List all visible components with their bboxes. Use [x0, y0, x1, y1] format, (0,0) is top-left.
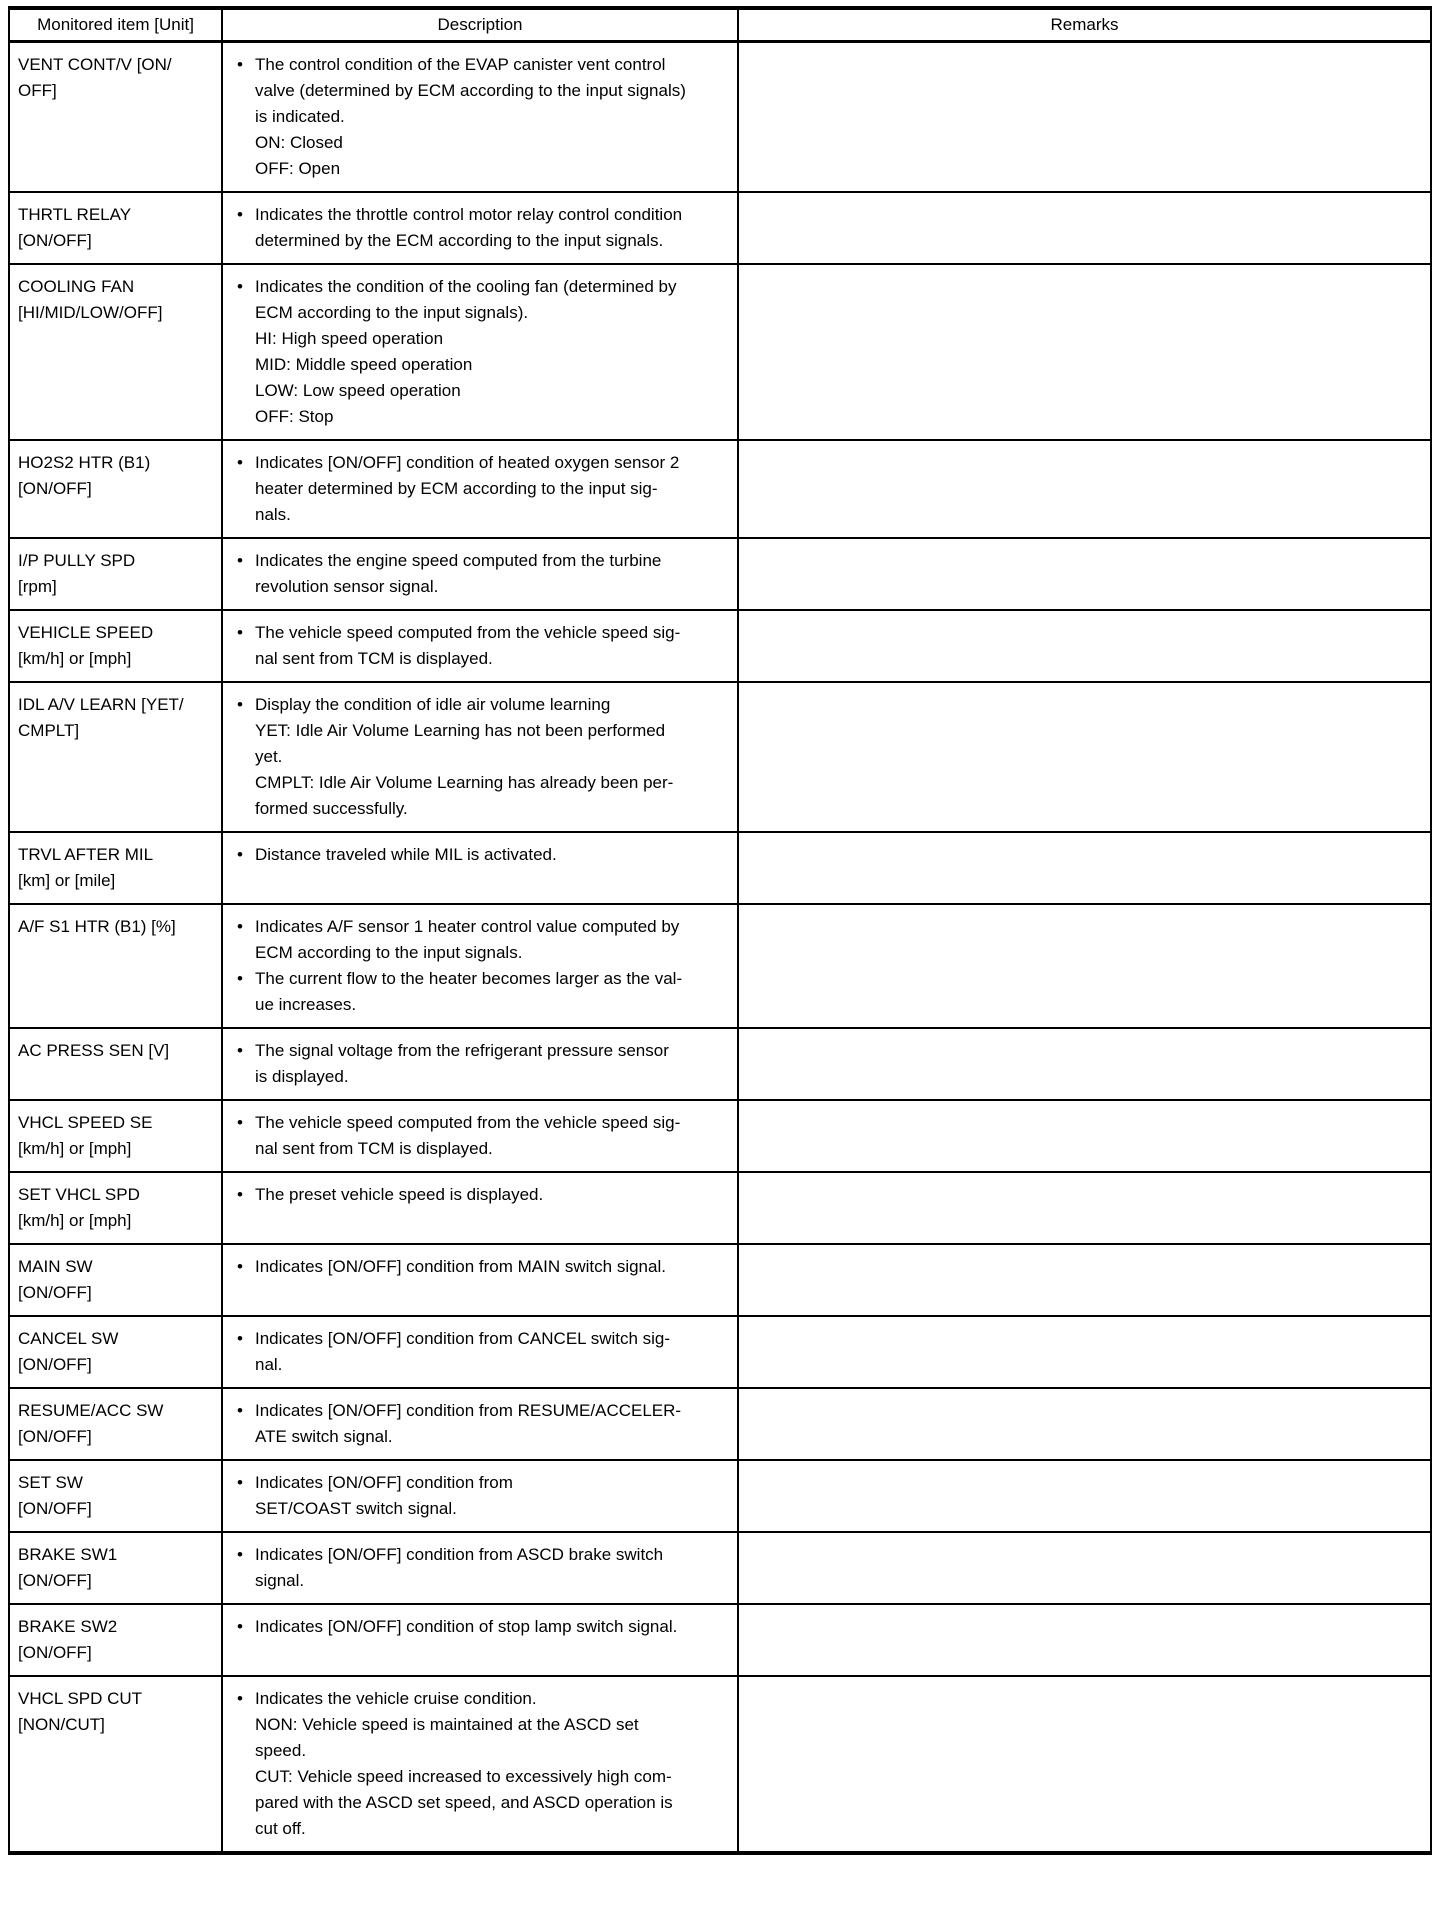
table-row [9, 1316, 1431, 1388]
table-row [9, 42, 1431, 193]
monitored-item-text: SET SW [18, 1473, 83, 1492]
description-bullet [231, 1182, 729, 1208]
description-text: determined by the ECM according to the input signals. [255, 231, 664, 250]
description-text: SET/COAST switch signal. [255, 1499, 457, 1518]
description-bullet [231, 1686, 729, 1842]
description-cell [222, 538, 738, 610]
description-text: NON: Vehicle speed is maintained at the ASCD set [255, 1715, 639, 1734]
remarks-cell [738, 1028, 1431, 1100]
description-text: • The current flow to the heater becomes larger as the val- [255, 969, 683, 988]
monitored-item-cell [9, 538, 222, 610]
column-header-remarks: Remarks [738, 8, 1431, 42]
description-text: OFF: Stop [255, 407, 334, 426]
table-row [9, 1388, 1431, 1460]
remarks-cell [738, 1172, 1431, 1244]
description-text: LOW: Low speed operation [255, 381, 461, 400]
description-cell [222, 1388, 738, 1460]
description-text: • The vehicle speed computed from the vehicle speed sig- [255, 623, 681, 642]
description-text: cut off. [255, 1819, 306, 1838]
monitored-item-text: [km/h] or [mph] [18, 649, 132, 668]
description-text: ECM according to the input signals). [255, 303, 529, 322]
description-text: • Indicates [ON/OFF] condition of stop lamp switch signal. [255, 1617, 678, 1636]
description-text: MID: Middle speed operation [255, 355, 473, 374]
monitored-item-text: CANCEL SW [18, 1329, 119, 1348]
description-text: ATE switch signal. [255, 1427, 393, 1446]
monitored-item-cell [9, 1676, 222, 1853]
monitored-items-table [8, 6, 1432, 1855]
monitored-item-text: MAIN SW [18, 1257, 93, 1276]
monitored-item-text: VEHICLE SPEED [18, 623, 154, 642]
monitored-item-text: [ON/OFF] [18, 1283, 92, 1302]
description-text: is indicated. [255, 107, 345, 126]
monitored-item-text: CMPLT] [18, 721, 80, 740]
monitored-item-text: VENT CONT/V [ON/ [18, 55, 172, 74]
remarks-cell [738, 904, 1431, 1028]
remarks-cell [738, 42, 1431, 193]
description-bullet [231, 1614, 729, 1640]
description-text: HI: High speed operation [255, 329, 444, 348]
description-text: valve (determined by ECM according to the input signals) [255, 81, 686, 100]
description-text: • Indicates the condition of the cooling fan (determined by [255, 277, 677, 296]
remarks-cell [738, 1460, 1431, 1532]
remarks-cell [738, 1532, 1431, 1604]
description-text: CMPLT: Idle Air Volume Learning has already been per- [255, 773, 674, 792]
table-row [9, 1244, 1431, 1316]
description-cell [222, 832, 738, 904]
description-text: • The control condition of the EVAP canister vent control [255, 55, 666, 74]
monitored-item-text: [NON/CUT] [18, 1715, 105, 1734]
monitored-item-text: COOLING FAN [18, 277, 135, 296]
description-text: is displayed. [255, 1067, 349, 1086]
remarks-cell [738, 1244, 1431, 1316]
remarks-cell [738, 832, 1431, 904]
column-header-description: Description [222, 8, 738, 42]
table-body [9, 42, 1431, 1854]
monitored-item-cell [9, 1532, 222, 1604]
monitored-item-text: A/F S1 HTR (B1) [%] [18, 917, 176, 936]
description-text: pared with the ASCD set speed, and ASCD operation is [255, 1793, 673, 1812]
description-text: • Display the condition of idle air volume learning [255, 695, 611, 714]
description-cell [222, 1532, 738, 1604]
monitored-item-text: SET VHCL SPD [18, 1185, 140, 1204]
description-cell [222, 1172, 738, 1244]
remarks-cell [738, 264, 1431, 440]
table-row [9, 1100, 1431, 1172]
table-row [9, 538, 1431, 610]
monitored-item-text: OFF] [18, 81, 57, 100]
description-bullet [231, 620, 729, 672]
monitored-item-cell [9, 1100, 222, 1172]
monitored-item-text: [km] or [mile] [18, 871, 116, 890]
table-row [9, 440, 1431, 538]
monitored-item-cell [9, 1316, 222, 1388]
monitored-item-cell [9, 610, 222, 682]
remarks-cell [738, 1676, 1431, 1853]
description-text: • Indicates [ON/OFF] condition from ASCD brake switch [255, 1545, 664, 1564]
table-row [9, 264, 1431, 440]
table-row [9, 1028, 1431, 1100]
monitored-item-text: BRAKE SW2 [18, 1617, 118, 1636]
table-row [9, 1604, 1431, 1676]
monitored-item-text: [ON/OFF] [18, 1643, 92, 1662]
monitored-item-text: [rpm] [18, 577, 57, 596]
monitored-item-text: THRTL RELAY [18, 205, 132, 224]
description-text: formed successfully. [255, 799, 408, 818]
description-text: signal. [255, 1571, 305, 1590]
description-text: • Indicates [ON/OFF] condition from MAIN switch signal. [255, 1257, 666, 1276]
monitored-item-cell [9, 42, 222, 193]
description-text: • Indicates [ON/OFF] condition from RESUME/ACCELER- [255, 1401, 682, 1420]
monitored-item-text: [km/h] or [mph] [18, 1139, 132, 1158]
description-bullet [231, 1470, 729, 1522]
description-cell [222, 440, 738, 538]
monitored-item-cell [9, 1244, 222, 1316]
table-row [9, 192, 1431, 264]
description-bullet [231, 450, 729, 528]
description-text: ON: Closed [255, 133, 343, 152]
monitored-item-cell [9, 904, 222, 1028]
description-bullet [231, 842, 729, 868]
monitored-item-text: [km/h] or [mph] [18, 1211, 132, 1230]
monitored-item-cell [9, 1604, 222, 1676]
description-bullet [231, 1254, 729, 1280]
description-text: • Indicates A/F sensor 1 heater control value computed by [255, 917, 680, 936]
description-cell [222, 1460, 738, 1532]
monitored-item-text: HO2S2 HTR (B1) [18, 453, 151, 472]
description-cell [222, 1316, 738, 1388]
description-text: • Indicates [ON/OFF] condition from [255, 1473, 513, 1492]
description-text: nal sent from TCM is displayed. [255, 649, 493, 668]
description-text: heater determined by ECM according to the input sig- [255, 479, 658, 498]
table-row [9, 1172, 1431, 1244]
description-bullet [231, 1542, 729, 1594]
description-bullet [231, 202, 729, 254]
description-bullet [231, 1398, 729, 1450]
description-bullet [231, 52, 729, 182]
monitored-item-cell [9, 1388, 222, 1460]
monitored-item-cell [9, 1172, 222, 1244]
table-row [9, 610, 1431, 682]
remarks-cell [738, 682, 1431, 832]
description-text: YET: Idle Air Volume Learning has not been performed [255, 721, 666, 740]
description-cell [222, 610, 738, 682]
description-bullet [231, 1326, 729, 1378]
description-text: • Indicates the engine speed computed from the turbine [255, 551, 662, 570]
description-cell [222, 264, 738, 440]
description-text: • Indicates [ON/OFF] condition of heated oxygen sensor 2 [255, 453, 680, 472]
table-row [9, 904, 1431, 1028]
monitored-item-text: [ON/OFF] [18, 1355, 92, 1374]
monitored-item-text: VHCL SPEED SE [18, 1113, 153, 1132]
description-cell [222, 1244, 738, 1316]
description-cell [222, 192, 738, 264]
monitored-item-cell [9, 440, 222, 538]
description-text: • The vehicle speed computed from the vehicle speed sig- [255, 1113, 681, 1132]
description-text: ECM according to the input signals. [255, 943, 523, 962]
description-bullet [231, 1038, 729, 1090]
monitored-item-cell [9, 264, 222, 440]
description-bullet [231, 274, 729, 430]
description-text: • Distance traveled while MIL is activated. [255, 845, 557, 864]
description-text: CUT: Vehicle speed increased to excessively high com- [255, 1767, 672, 1786]
monitored-item-text: [ON/OFF] [18, 1499, 92, 1518]
description-cell [222, 1604, 738, 1676]
monitored-item-cell [9, 832, 222, 904]
description-text: nals. [255, 505, 291, 524]
description-cell [222, 1028, 738, 1100]
table-row [9, 1676, 1431, 1853]
remarks-cell [738, 538, 1431, 610]
remarks-cell [738, 1316, 1431, 1388]
monitored-item-text: [ON/OFF] [18, 1571, 92, 1590]
monitored-item-text: IDL A/V LEARN [YET/ [18, 695, 184, 714]
description-text: • The preset vehicle speed is displayed. [255, 1185, 544, 1204]
remarks-cell [738, 1100, 1431, 1172]
monitored-item-text: VHCL SPD CUT [18, 1689, 143, 1708]
description-bullet [231, 1110, 729, 1162]
remarks-cell [738, 1604, 1431, 1676]
table-row [9, 1532, 1431, 1604]
description-text: speed. [255, 1741, 307, 1760]
description-bullet [231, 548, 729, 600]
remarks-cell [738, 610, 1431, 682]
monitored-item-text: AC PRESS SEN [V] [18, 1041, 170, 1060]
description-text: • Indicates the vehicle cruise condition. [255, 1689, 537, 1708]
monitored-item-text: I/P PULLY SPD [18, 551, 136, 570]
column-header-monitored-item: Monitored item [Unit] [9, 8, 222, 42]
monitored-item-cell [9, 192, 222, 264]
header-row [9, 8, 1431, 42]
remarks-cell [738, 192, 1431, 264]
description-cell [222, 1100, 738, 1172]
table-row [9, 832, 1431, 904]
remarks-cell [738, 440, 1431, 538]
description-text: nal sent from TCM is displayed. [255, 1139, 493, 1158]
description-text: revolution sensor signal. [255, 577, 439, 596]
description-text: • Indicates the throttle control motor relay control condition [255, 205, 683, 224]
description-text: • The signal voltage from the refrigerant pressure sensor [255, 1041, 669, 1060]
description-text: • Indicates [ON/OFF] condition from CANCEL switch sig- [255, 1329, 671, 1348]
monitored-item-text: [HI/MID/LOW/OFF] [18, 303, 163, 322]
description-cell [222, 682, 738, 832]
monitored-item-text: [ON/OFF] [18, 1427, 92, 1446]
monitored-item-text: [ON/OFF] [18, 479, 92, 498]
table-header [9, 8, 1431, 42]
description-text: OFF: Open [255, 159, 341, 178]
description-bullet [231, 914, 729, 966]
description-text: nal. [255, 1355, 283, 1374]
monitored-item-cell [9, 682, 222, 832]
description-cell [222, 904, 738, 1028]
monitored-item-cell [9, 1460, 222, 1532]
remarks-cell [738, 1388, 1431, 1460]
monitored-item-text: RESUME/ACC SW [18, 1401, 164, 1420]
monitored-item-text: [ON/OFF] [18, 231, 92, 250]
monitored-item-cell [9, 1028, 222, 1100]
table-row [9, 1460, 1431, 1532]
table-row [9, 682, 1431, 832]
description-bullet [231, 966, 729, 1018]
monitored-item-text: BRAKE SW1 [18, 1545, 118, 1564]
description-text: ue increases. [255, 995, 357, 1014]
monitored-item-text: TRVL AFTER MIL [18, 845, 154, 864]
description-cell [222, 42, 738, 193]
description-text: yet. [255, 747, 283, 766]
description-cell [222, 1676, 738, 1853]
description-bullet [231, 692, 729, 822]
